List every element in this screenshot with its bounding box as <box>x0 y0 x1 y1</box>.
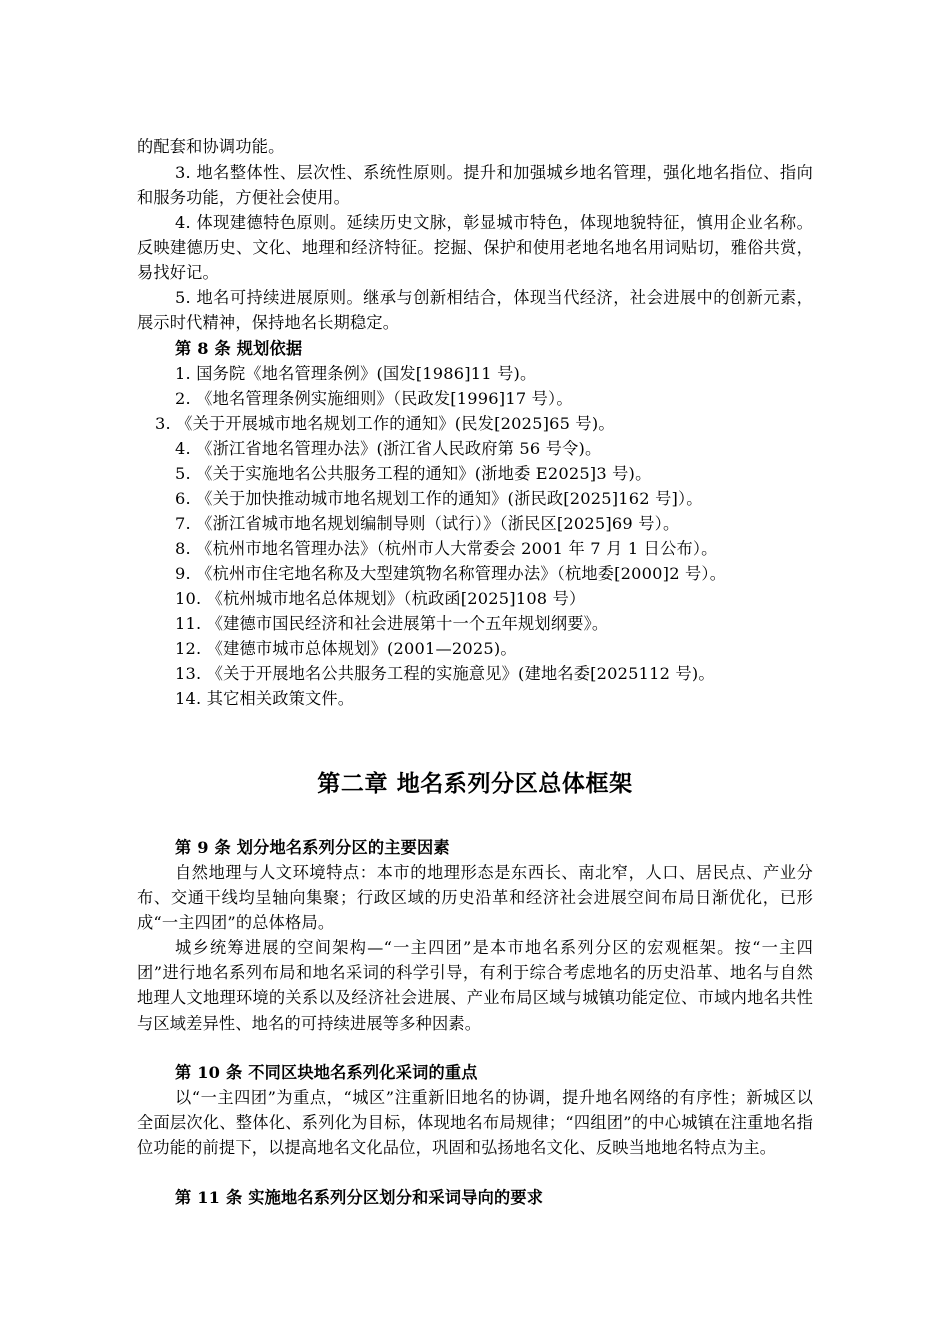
basis-item-14: 14. 其它相关政策文件。 <box>175 689 355 708</box>
basis-item-8: 8. 《杭州市地名管理办法》（杭州市人大常委会 2001 年 7 月 1 日公布）。 <box>175 539 718 558</box>
basis-item-4: 4. 《浙江省地名管理办法》(浙江省人民政府第 56 号令)。 <box>175 439 602 458</box>
basis-item-2: 2. 《地名管理条例实施细则》（民政发[1996]17 号）。 <box>175 389 573 408</box>
article-9-heading: 第 9 条 划分地名系列分区的主要因素 <box>175 838 450 857</box>
basis-item-7: 7. 《浙江省城市地名规划编制导则（试行）》（浙民区[2025]69 号）。 <box>175 514 680 533</box>
basis-item-10: 10. 《杭州城市地名总体规划》（杭政函[2025]108 号） <box>175 589 586 608</box>
basis-item-5: 5. 《关于实施地名公共服务工程的通知》(浙地委 E2025]3 号)。 <box>175 464 652 483</box>
basis-item-3: 3. 《关于开展城市地名规划工作的通知》(民发[2025]65 号)。 <box>155 414 615 433</box>
basis-item-6: 6. 《关于加快推动城市地名规划工作的通知》(浙民政[2025]162 号]）。 <box>175 489 703 508</box>
chapter-2-title: 第二章 地名系列分区总体框架 <box>317 770 633 797</box>
paragraph-continuation: 的配套和协调功能。 <box>137 137 285 156</box>
paragraph-principle-3: 3. 地名整体性、层次性、系统性原则。提升和加强城乡地名管理，强化地名指位、指向和服务功能，方便社会使用。 <box>137 163 813 208</box>
basis-item-12: 12. 《建德市城市总体规划》(2001—2025)。 <box>175 639 517 658</box>
basis-item-11: 11. 《建德市国民经济和社会进展第十一个五年规划纲要》。 <box>175 614 609 633</box>
article-10-paragraph: 以“一主四团”为重点，“城区”注重新旧地名的协调，提升地名网络的有序性；新城区以全面层次化、整体化、系列化为目标，体现地名布局规律；“四组团”的中心城镇在注重地名指位功能的前提下，以提高地名文化品位，巩固和弘扬地名文化、反映当地地名特点为主。 <box>137 1088 813 1158</box>
article-9-paragraph-1: 自然地理与人文环境特点：本市的地理形态是东西长、南北窄，人口、居民点、产业分布、交通干线均呈轴向集聚；行政区域的历史沿革和经济社会进展空间布局日渐优化，已形成“一主四团”的总体格局。 <box>137 863 813 933</box>
paragraph-principle-5: 5. 地名可持续进展原则。继承与创新相结合，体现当代经济，社会进展中的创新元素，展示时代精神，保持地名长期稳定。 <box>137 288 813 333</box>
article-11-heading: 第 11 条 实施地名系列分区划分和采词导向的要求 <box>175 1188 544 1207</box>
article-9-paragraph-2: 城乡统筹进展的空间架构—“一主四团”是本市地名系列分区的宏观框架。按“一主四团”进行地名系列布局和地名采词的科学引导，有利于综合考虑地名的历史沿革、地名与自然地理人文地理环境的关系以及经济社会进展、产业布局区域与城镇功能定位、市域内地名共性与区域差异性、地名的可持续进展等多种因素。 <box>137 938 813 1033</box>
basis-item-1: 1. 国务院《地名管理条例》(国发[1986]11 号)。 <box>175 364 537 383</box>
paragraph-principle-4: 4. 体现建德特色原则。延续历史文脉，彰显城市特色，体现地貌特征，慎用企业名称。反映建德历史、文化、地理和经济特征。挖掘、保护和使用老地名地名用词贴切，雅俗共赏，易找好记。 <box>137 213 813 283</box>
article-10-heading: 第 10 条 不同区块地名系列化采词的重点 <box>175 1063 478 1082</box>
basis-item-13: 13. 《关于开展地名公共服务工程的实施意见》(建地名委[2025112 号)。 <box>175 664 715 683</box>
basis-item-9: 9. 《杭州市住宅地名称及大型建筑物名称管理办法》（杭地委[2000]2 号）。 <box>175 564 727 583</box>
article-8-heading: 第 8 条 规划依据 <box>175 339 303 358</box>
